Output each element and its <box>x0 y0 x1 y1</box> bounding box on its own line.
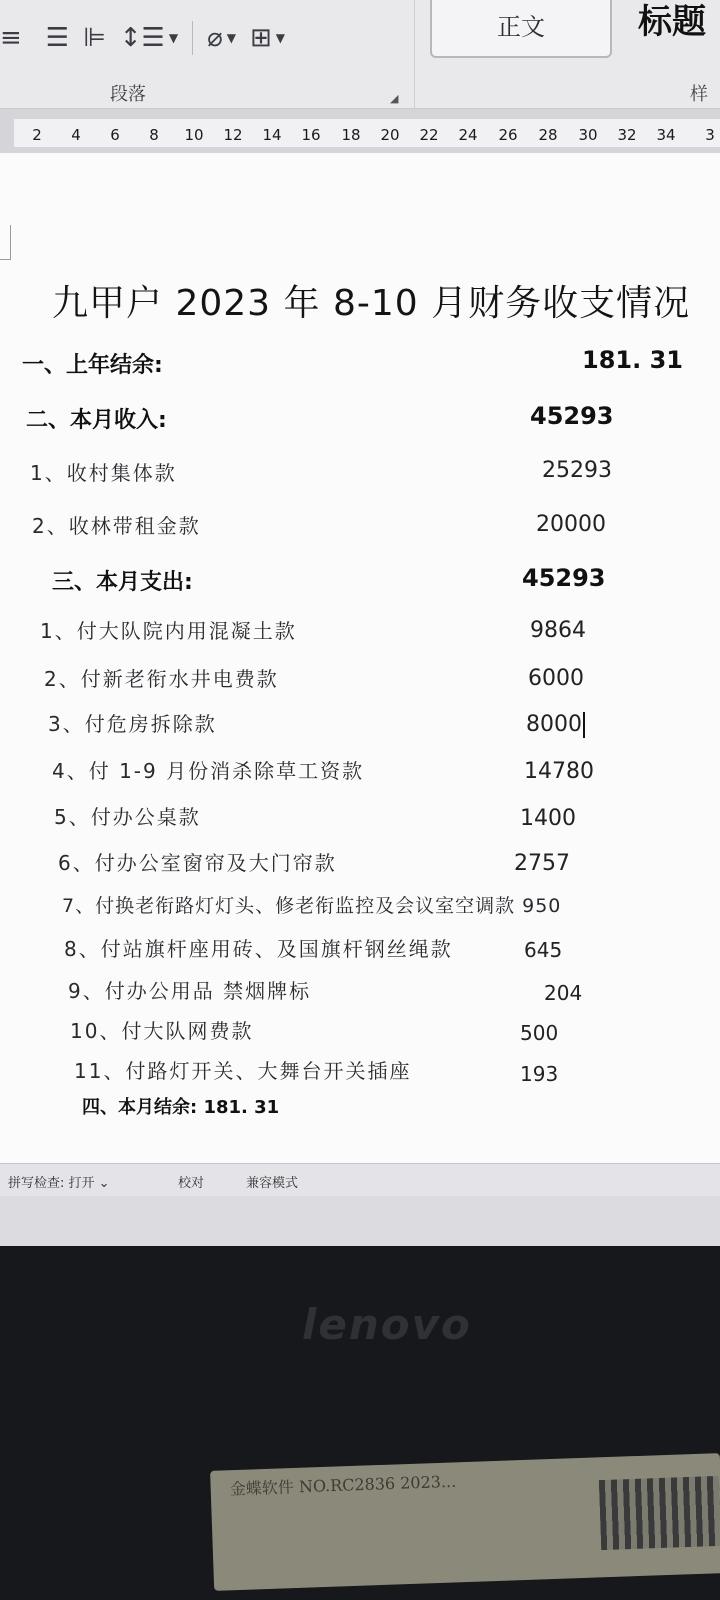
ruler-tick: 26 <box>498 126 518 144</box>
ruler-tick: 12 <box>223 126 243 144</box>
expense-item-label: 7、付换老衔路灯灯头、修老衔监控及会议室空调款 950 <box>62 895 562 917</box>
ruler-tick: 30 <box>578 126 598 144</box>
income-item-amount: 20000 <box>536 512 606 537</box>
expense-item-amount: 9864 <box>530 618 586 643</box>
borders-icon[interactable]: ⊞ ▼ <box>249 23 286 53</box>
dialog-launcher-icon[interactable]: ◢ <box>390 92 399 105</box>
expense-item-label: 8、付站旗杆座用砖、及国旗杆钢丝绳款 <box>64 937 453 961</box>
paragraph-tools <box>0 18 400 58</box>
horizontal-ruler[interactable] <box>0 109 720 153</box>
ruler-tick: 4 <box>71 126 81 144</box>
expense-item-label: 2、付新老衔水井电费款 <box>44 667 279 691</box>
expense-item-amount: 500 <box>520 1021 559 1045</box>
chevron-down-icon[interactable]: ▼ <box>275 31 286 45</box>
expense-item-label: 9、付办公用品 禁烟牌标 <box>68 979 312 1003</box>
ribbon-divider <box>414 0 415 108</box>
status-bar <box>0 1163 720 1196</box>
income-label: 二、本月收入: <box>26 408 167 433</box>
compat-mode-label: 兼容模式 <box>246 1176 299 1191</box>
expense-item-amount <box>526 712 585 738</box>
window-bottom-area <box>0 1196 720 1246</box>
expense-item-label: 6、付办公室窗帘及大门帘款 <box>58 851 337 875</box>
expense-item-label: 1、付大队院内用混凝土款 <box>40 619 297 643</box>
ruler-tick: 34 <box>656 126 676 144</box>
expense-item-label: 5、付办公桌款 <box>54 805 201 829</box>
shading-icon[interactable]: ⌀ ▼ <box>207 23 236 53</box>
prev-balance-label: 一、上年结余: <box>22 353 163 378</box>
sticker-text: 金蝶软件 NO.RC2836 2023... <box>229 1471 457 1499</box>
ruler-tick: 22 <box>419 126 439 144</box>
prev-balance-amount: 181. 31 <box>582 346 683 374</box>
line-spacing-icon[interactable]: ↕☰ ▼ <box>119 23 179 53</box>
sticker-barcode <box>599 1476 720 1550</box>
ruler-tick: 28 <box>538 126 558 144</box>
income-item-label: 2、收林带租金款 <box>32 514 201 538</box>
ruler-tick: 8 <box>149 126 159 144</box>
align-right-icon[interactable]: ≡ <box>0 23 22 53</box>
ruler-tick: 10 <box>184 126 204 144</box>
ruler-tick: 32 <box>617 126 637 144</box>
document-title: 九甲户 2023 年 8-10 月财务收支情况 <box>52 283 691 324</box>
proofread-button[interactable]: 校对 <box>178 1176 205 1191</box>
expense-item-label: 3、付危房拆除款 <box>48 712 217 736</box>
expense-item-label: 4、付 1-9 月份消杀除草工资款 <box>52 759 365 783</box>
amount-text: 8000 <box>526 712 582 737</box>
margin-corner-mark <box>0 225 11 260</box>
ruler-strip <box>14 119 720 147</box>
ruler-tick: 3 <box>705 126 715 144</box>
style-normal-button[interactable]: 正文 <box>430 0 612 58</box>
text-cursor <box>583 712 585 738</box>
income-amount: 45293 <box>530 402 614 430</box>
ruler-tick: 6 <box>110 126 120 144</box>
ruler-tick: 14 <box>262 126 282 144</box>
income-item-amount: 25293 <box>542 458 612 483</box>
ruler-tick: 20 <box>380 126 400 144</box>
income-item-label: 1、收村集体款 <box>30 461 177 485</box>
lenovo-logo: lenovo <box>302 1300 472 1349</box>
ruler-tick: 18 <box>341 126 361 144</box>
ribbon <box>0 0 720 109</box>
expense-item-label: 10、付大队网费款 <box>70 1019 254 1043</box>
ruler-tick: 2 <box>32 126 42 144</box>
expense-item-amount: 2757 <box>514 851 570 876</box>
expense-amount: 45293 <box>522 564 606 592</box>
expense-item-amount: 193 <box>520 1062 559 1086</box>
expense-item-amount: 6000 <box>528 666 584 691</box>
chevron-down-icon[interactable]: ▼ <box>168 31 179 45</box>
expense-item-label: 11、付路灯开关、大舞台开关插座 <box>74 1059 412 1083</box>
month-balance-line: 四、本月结余: 181. 31 <box>82 1097 280 1118</box>
justify-icon[interactable]: ☰ <box>45 23 70 53</box>
expense-item-amount: 645 <box>524 938 563 962</box>
ruler-tick: 16 <box>301 126 321 144</box>
ruler-tick: 24 <box>458 126 478 144</box>
style-heading-button[interactable]: 标题 <box>638 2 706 42</box>
document-page[interactable] <box>0 153 720 1163</box>
expense-label: 三、本月支出: <box>52 570 193 595</box>
chevron-down-icon[interactable]: ▼ <box>226 31 236 45</box>
paragraph-group-label: 段落 <box>110 84 146 105</box>
styles-group-label: 样 <box>690 84 708 105</box>
expense-item-amount: 14780 <box>524 759 594 784</box>
ribbon-divider <box>192 21 193 55</box>
distributed-align-icon[interactable]: ⊫ <box>83 23 106 53</box>
spell-check-toggle[interactable]: 拼写检查: 打开 ⌄ <box>8 1176 110 1191</box>
expense-item-amount: 204 <box>544 981 583 1005</box>
expense-item-amount: 1400 <box>520 806 576 831</box>
